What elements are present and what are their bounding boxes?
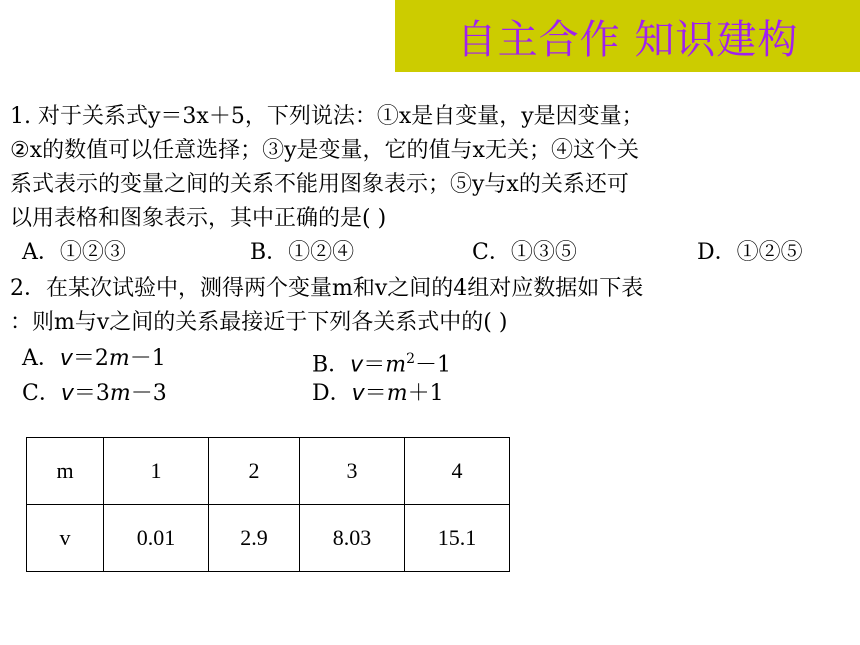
table-cell: 1 — [104, 438, 209, 505]
q2-option-b: B．$v=m^2-1$ — [312, 351, 452, 378]
q1-option-b: B．①②④ — [250, 240, 355, 265]
q1-option-d: D．①②⑤ — [697, 240, 803, 265]
q1-option-a: A．①②③ — [22, 240, 126, 265]
table-row — [27, 505, 510, 572]
q1-line-4: 以用表格和图象表示，其中正确的是( ) — [10, 206, 387, 231]
q2-option-a: A．v＝2m－1 — [22, 346, 166, 371]
q1-option-c: C．①③⑤ — [472, 240, 577, 265]
table-cell: 4 — [405, 438, 510, 505]
q2-line-1: 2．在某次试验中，测得两个变量m和v之间的4组对应数据如下表 — [10, 276, 644, 301]
q1-line-2: ②x的数值可以任意选择；③y是变量，它的值与x无关；④这个关 — [10, 138, 639, 163]
table-row — [27, 438, 510, 505]
data-table — [26, 437, 510, 572]
table-cell: 2.9 — [209, 505, 300, 572]
title-banner — [395, 0, 860, 72]
table-cell: 8.03 — [300, 505, 405, 572]
q2-option-c: C．v＝3m－3 — [22, 381, 167, 406]
page-title: 自主合作 知识建构 — [456, 16, 799, 63]
table-cell: 0.01 — [104, 505, 209, 572]
q1-line-3: 系式表示的变量之间的关系不能用图象表示；⑤y与x的关系还可 — [10, 172, 629, 197]
table-cell: 3 — [300, 438, 405, 505]
q2-option-d: D．v＝m＋1 — [312, 381, 444, 406]
table-cell: m — [27, 438, 104, 505]
q2-line-2: ：则m与v之间的关系最接近于下列各关系式中的( ) — [10, 310, 508, 335]
table-cell: v — [27, 505, 104, 572]
q1-line-1: 1. 对于关系式y＝3x＋5，下列说法：①x是自变量，y是因变量； — [10, 104, 644, 129]
table-cell: 2 — [209, 438, 300, 505]
table-cell: 15.1 — [405, 505, 510, 572]
